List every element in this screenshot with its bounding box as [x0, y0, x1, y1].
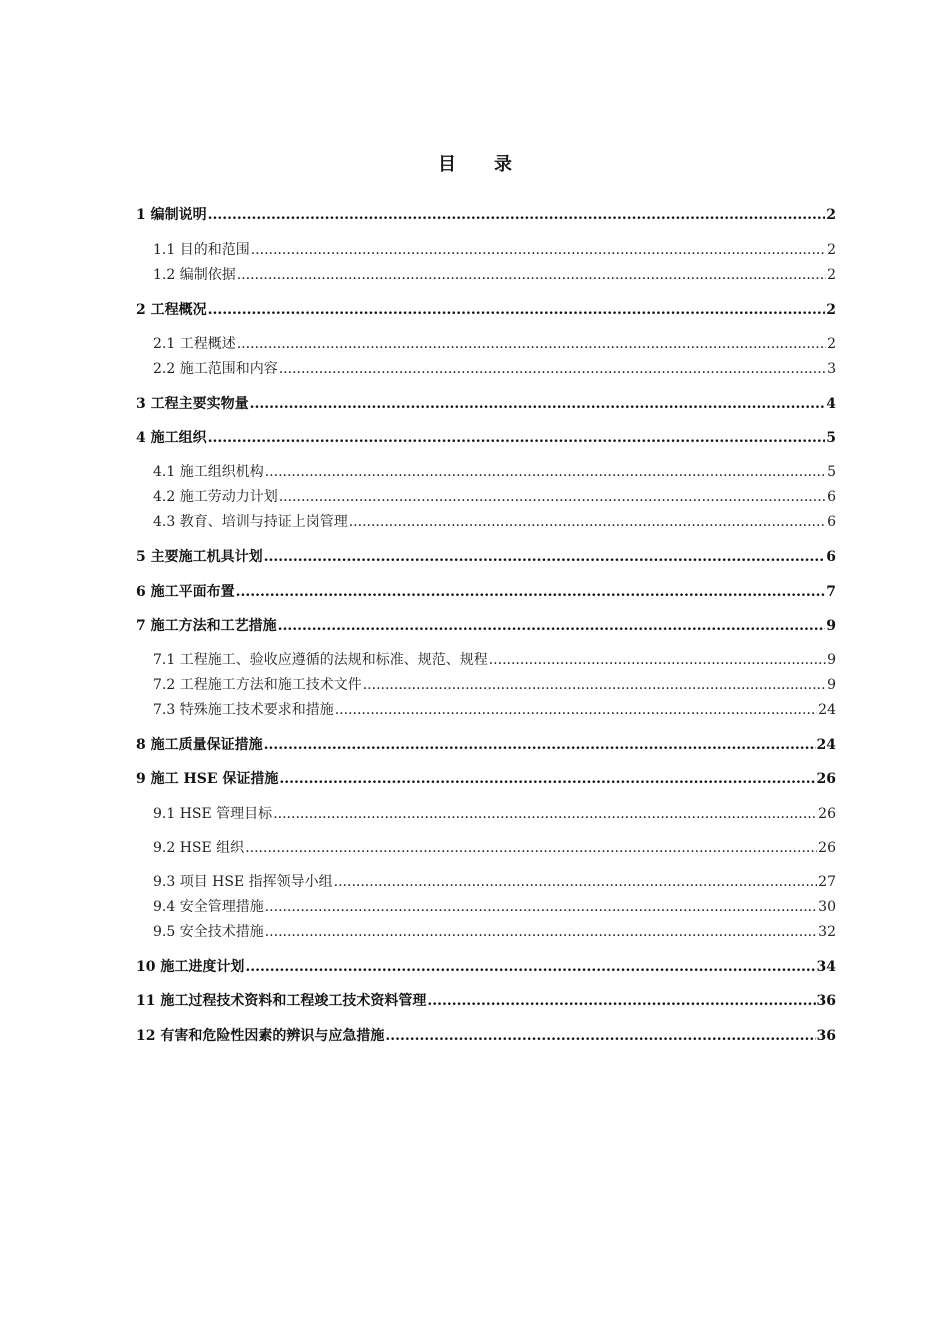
- toc-entry-page-number: 9: [827, 652, 836, 668]
- toc-entry-leader: [245, 959, 815, 975]
- toc-entry[interactable]: [136, 358, 836, 378]
- toc-entry-page-number: 26: [818, 806, 836, 822]
- toc-entry-label: 7 施工方法和工艺措施: [136, 618, 277, 634]
- toc-entry-label: 9.5 安全技术措施: [153, 924, 264, 940]
- toc-entry-leader: [245, 840, 817, 856]
- toc-title-left: 目: [438, 154, 456, 175]
- toc-entry-page-number: 3: [827, 361, 836, 377]
- toc-entry[interactable]: [136, 264, 836, 284]
- toc-entry-page-number: 27: [818, 874, 836, 890]
- toc-entry[interactable]: [136, 615, 836, 635]
- toc-entry-page-number: 2: [827, 242, 836, 258]
- toc-entry[interactable]: [136, 299, 836, 319]
- toc-entry-page-number: 4: [826, 396, 836, 412]
- toc-entry-label: 3 工程主要实物量: [136, 396, 249, 412]
- toc-entry-leader: [251, 242, 826, 258]
- toc-entry-label: 4 施工组织: [136, 430, 207, 446]
- toc-entry-label: 9.2 HSE 组织: [153, 840, 245, 856]
- toc-entry[interactable]: [136, 921, 836, 941]
- toc-entry-label: 5 主要施工机具计划: [136, 549, 263, 565]
- toc-entry-leader: [250, 396, 826, 412]
- toc-entry-leader: [335, 702, 817, 718]
- toc-entry-page-number: 2: [826, 207, 836, 223]
- toc-entry[interactable]: [136, 837, 836, 857]
- toc-entry-leader: [265, 899, 817, 915]
- toc-entry[interactable]: [136, 956, 836, 976]
- toc-entry-page-number: 6: [826, 549, 836, 565]
- toc-entry-leader: [208, 207, 826, 223]
- toc-entry[interactable]: [136, 803, 836, 823]
- toc-entry-leader: [237, 336, 826, 352]
- toc-entry-label: 9.4 安全管理措施: [153, 899, 264, 915]
- toc-entry[interactable]: [136, 768, 836, 788]
- toc-entry-page-number: 32: [818, 924, 836, 940]
- toc-entry-label: 4.2 施工劳动力计划: [153, 489, 278, 505]
- toc-entry-label: 7.1 工程施工、验收应遵循的法规和标准、规范、规程: [153, 652, 488, 668]
- toc-entry-label: 9.1 HSE 管理目标: [153, 806, 273, 822]
- toc-entry[interactable]: [136, 461, 836, 481]
- toc-entry-label: 4.3 教育、培训与持证上岗管理: [153, 514, 348, 530]
- toc-entry[interactable]: [136, 734, 836, 754]
- toc-entry-page-number: 30: [818, 899, 836, 915]
- toc-entry[interactable]: [136, 511, 836, 531]
- toc-title: [0, 150, 950, 176]
- toc-entry-leader: [265, 924, 817, 940]
- toc-entry-label: 12 有害和危险性因素的辨识与应急措施: [136, 1028, 385, 1044]
- toc-entry[interactable]: [136, 896, 836, 916]
- toc-entry-label: 4.1 施工组织机构: [153, 464, 264, 480]
- toc-entry-label: 6 施工平面布置: [136, 584, 235, 600]
- toc-entry-page-number: 7: [826, 584, 836, 600]
- toc-entry-page-number: 5: [826, 430, 836, 446]
- toc-entry-leader: [279, 771, 815, 787]
- toc-entry-page-number: 2: [827, 336, 836, 352]
- toc-entry-page-number: 5: [827, 464, 836, 480]
- toc-entry-label: 10 施工进度计划: [136, 959, 245, 975]
- toc-entry-page-number: 26: [818, 840, 836, 856]
- toc-entry-page-number: 9: [827, 677, 836, 693]
- toc-entry[interactable]: [136, 990, 836, 1010]
- toc-entry-leader: [265, 464, 826, 480]
- toc-entry[interactable]: [136, 546, 836, 566]
- toc-entry[interactable]: [136, 581, 836, 601]
- toc-entry-label: 1 编制说明: [136, 207, 207, 223]
- toc-entry-label: 1.2 编制依据: [153, 267, 236, 283]
- toc-entry-leader: [278, 618, 826, 634]
- toc-entry-leader: [264, 549, 826, 565]
- toc-entry-leader: [279, 361, 826, 377]
- toc-entry-label: 9 施工 HSE 保证措施: [136, 771, 279, 787]
- toc-entry[interactable]: [136, 333, 836, 353]
- toc-entry-leader: [385, 1028, 815, 1044]
- toc-entry-label: 2.1 工程概述: [153, 336, 236, 352]
- toc-entry-label: 2 工程概况: [136, 302, 207, 318]
- toc-entry[interactable]: [136, 393, 836, 413]
- toc-entry-label: 8 施工质量保证措施: [136, 737, 263, 753]
- toc-entry-page-number: 2: [826, 302, 836, 318]
- toc-entry-leader: [489, 652, 826, 668]
- toc-entry[interactable]: [136, 699, 836, 719]
- toc-entry-page-number: 24: [816, 737, 836, 753]
- toc-entry-page-number: 26: [816, 771, 836, 787]
- toc-entry-label: 11 施工过程技术资料和工程竣工技术资料管理: [136, 993, 427, 1009]
- toc-entry-page-number: 24: [818, 702, 836, 718]
- toc-entry-page-number: 36: [816, 993, 836, 1009]
- toc-entry-leader: [349, 514, 826, 530]
- toc-entry[interactable]: [136, 427, 836, 447]
- toc-entry-leader: [363, 677, 826, 693]
- toc-entry[interactable]: [136, 871, 836, 891]
- toc-entry-leader: [427, 993, 815, 1009]
- toc-entry-leader: [273, 806, 817, 822]
- toc-entry-leader: [264, 737, 816, 753]
- toc-entry-label: 7.2 工程施工方法和施工技术文件: [153, 677, 362, 693]
- toc-entry-label: 7.3 特殊施工技术要求和措施: [153, 702, 334, 718]
- toc-entry-leader: [208, 302, 826, 318]
- toc-entry-page-number: 34: [816, 959, 836, 975]
- toc-entry-leader: [208, 430, 826, 446]
- toc-entry-page-number: 9: [826, 618, 836, 634]
- toc-entry[interactable]: [136, 204, 836, 224]
- toc-entry-page-number: 36: [816, 1028, 836, 1044]
- toc-entry-leader: [237, 267, 826, 283]
- toc-entry-label: 2.2 施工范围和内容: [153, 361, 278, 377]
- toc-entry-leader: [279, 489, 826, 505]
- toc-entry-leader: [236, 584, 826, 600]
- toc-entry-page-number: 6: [827, 489, 836, 505]
- toc-title-right: 录: [494, 154, 512, 175]
- toc-entry[interactable]: [136, 239, 836, 259]
- toc-entry[interactable]: [136, 674, 836, 694]
- toc-entry[interactable]: [136, 1025, 836, 1045]
- toc-entry-label: 9.3 项目 HSE 指挥领导小组: [153, 874, 333, 890]
- toc-entry[interactable]: [136, 486, 836, 506]
- toc-entry[interactable]: [136, 649, 836, 669]
- toc-entry-page-number: 6: [827, 514, 836, 530]
- toc-entry-label: 1.1 目的和范围: [153, 242, 250, 258]
- toc-entry-leader: [334, 874, 818, 890]
- toc-entry-page-number: 2: [827, 267, 836, 283]
